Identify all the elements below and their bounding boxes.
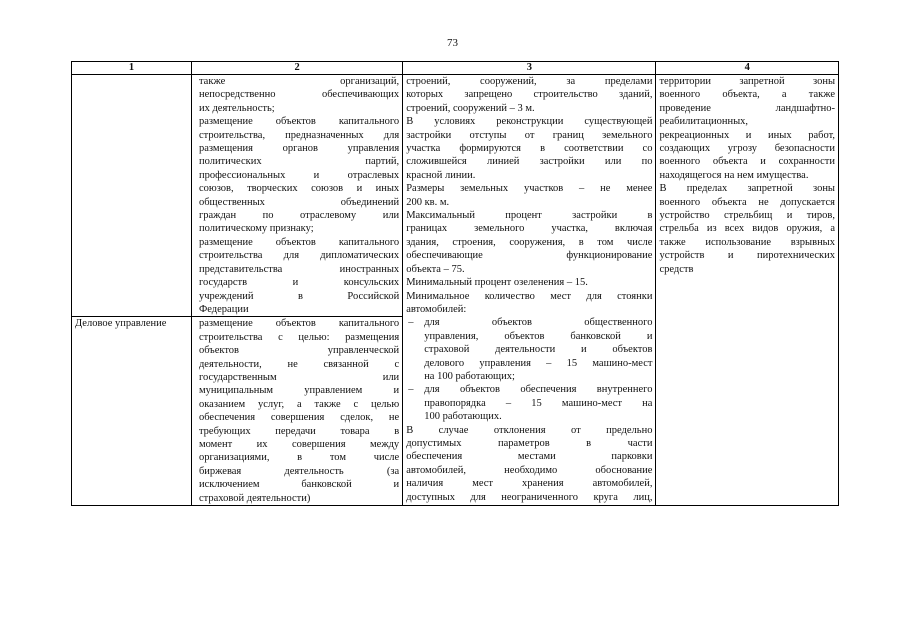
text-line: военного объекта не допускается [659, 196, 835, 208]
col4-cell [656, 75, 839, 506]
text-line: находящегося на нем имущества. [659, 169, 809, 181]
text-line: размещение объектов капитального [198, 116, 400, 128]
text-line: момент их совершения между [198, 438, 400, 450]
header-col-4: 4 [656, 62, 839, 75]
text-line: их деятельность; [198, 102, 275, 114]
regulations-table [71, 61, 839, 506]
text-line: страховой деятельности) [198, 492, 311, 504]
text-line: представительства иностранных [198, 263, 400, 275]
text-line: управления, объектов банковской и [424, 330, 653, 342]
list-item [406, 316, 652, 383]
col3-cell [403, 75, 656, 506]
row1-col1-cell [72, 75, 192, 317]
text-line: средств [659, 263, 694, 275]
text-line: 100 работающих. [424, 411, 502, 423]
text-line: деятельности, не связанной с [198, 358, 400, 370]
header-col-1: 1 [72, 62, 192, 75]
text-line: создающих угрозу безопасности [659, 143, 835, 155]
text-line: для объектов обеспечения внутреннего [424, 384, 653, 396]
text-line: политических партий, [198, 156, 400, 168]
text-line: объекта – 75. [406, 263, 465, 275]
text-line: застройки отступы от границ земельного [406, 129, 653, 141]
text-line: 200 кв. м. [406, 196, 450, 208]
text-line: проведение ландшафтно- [659, 102, 835, 114]
text-line: которых запрещено строительство зданий, [406, 89, 653, 101]
text-line: государств и консульских [198, 277, 400, 289]
text-line: Минимальное количество мест для стоянки [406, 290, 653, 302]
text-line: Минимальный процент озеленения – 15. [406, 277, 588, 289]
text-line: организациями, в том числе [198, 452, 400, 464]
text-line: стрельба из всех видов оружия, а [659, 223, 835, 235]
text-line: Федерации [198, 303, 249, 315]
text-line: объектов управленческой [198, 345, 400, 357]
text-line: делового управления – 15 машино-мест [424, 357, 653, 369]
text-line: В случае отклонения от предельно [406, 424, 653, 436]
header-col-3: 3 [403, 62, 656, 75]
row2-col1-cell: Деловое управление [72, 317, 192, 506]
text-line: устройств и пиротехнических [659, 250, 835, 262]
text-line: Максимальный процент застройки в [406, 210, 653, 222]
header-col-2: 2 [191, 62, 402, 75]
text-line: рекреационных и иных работ, [659, 129, 835, 141]
text-line: муниципальным управлением и [198, 385, 400, 397]
text-line: обеспечения совершения сделок, не [198, 412, 400, 424]
text-line: размещение объектов капитального [198, 318, 400, 330]
text-line: также организаций, [198, 76, 400, 87]
text-line: государственным или [198, 371, 400, 383]
text-line: красной линии. [406, 169, 476, 181]
text-line: допустимых параметров в части [406, 437, 653, 449]
text-line: обеспечения местами парковки [406, 451, 653, 463]
page-number: 73 [447, 37, 458, 49]
list-dash: – [408, 384, 414, 396]
text-line: на 100 работающих; [424, 370, 515, 382]
table-row [72, 75, 839, 317]
text-line: строительства для дипломатических [198, 250, 400, 262]
text-line: страховой деятельности и объектов [424, 344, 653, 356]
text-line: граждан по отраслевому или [198, 210, 400, 222]
text-line: строительства с целью: размещения [198, 331, 400, 343]
text-line: учреждений в Российской [198, 290, 400, 302]
text-line: профессиональных и отраслевых [198, 169, 400, 181]
text-line: автомобилей: [406, 303, 467, 315]
text-line: реабилитационных, [659, 116, 749, 128]
text-line: Размеры земельных участков – не менее [406, 183, 653, 195]
text-line: также использование взрывных [659, 236, 835, 248]
row1-col2-cell [191, 75, 402, 317]
text-line: устройство стрельбищ и тиров, [659, 210, 835, 222]
list-dash: – [408, 317, 414, 329]
text-line: непосредственно обеспечивающих [198, 89, 400, 101]
text-line: исключением банковской и [198, 479, 400, 491]
text-line: строений, сооружений, за пределами [406, 76, 653, 87]
row2-col2-cell [191, 317, 402, 506]
text-line: строений, сооружений – 3 м. [406, 102, 535, 114]
text-line: В пределах запретной зоны [659, 183, 835, 195]
text-line: здания, строения, сооружения, в том числе [406, 236, 653, 248]
text-line: размещения органов управления [198, 143, 400, 155]
text-line: союзов, творческих союзов и иных [198, 183, 400, 195]
text-line: размещение объектов капитального [198, 236, 400, 248]
text-line: общественных объединений [198, 196, 400, 208]
list-item [406, 383, 652, 423]
text-line: требующих передачи товара в [198, 425, 400, 437]
text-line: автомобилей, необходимо обоснование [406, 464, 653, 476]
text-line: наличия мест хранения автомобилей, [406, 478, 653, 490]
text-line: строительства, предназначенных для [198, 129, 400, 141]
text-line: участка формируются в соответствии со [406, 143, 653, 155]
header-row [72, 62, 839, 75]
text-line: политическому признаку; [198, 223, 314, 235]
text-line: доступных для неограниченного круга лиц, [406, 491, 653, 503]
text-line: для объектов общественного [424, 317, 653, 329]
text-line: военного объекта и сохранности [659, 156, 835, 168]
text-line: оказанием услуг, а также с целью [198, 398, 400, 410]
text-line: границах земельного участка, включая [406, 223, 653, 235]
text-line: В условиях реконструкции существующей [406, 116, 653, 128]
text-line: территории запретной зоны [659, 76, 835, 87]
text-line: военного объекта, а также [659, 89, 835, 101]
text-line: обеспечивающие функционирование [406, 250, 653, 262]
text-line: биржевая деятельность (за [198, 465, 400, 477]
text-line: правопорядка – 15 машино-мест на [424, 397, 653, 409]
text-line: сложившейся линией застройки или по [406, 156, 653, 168]
